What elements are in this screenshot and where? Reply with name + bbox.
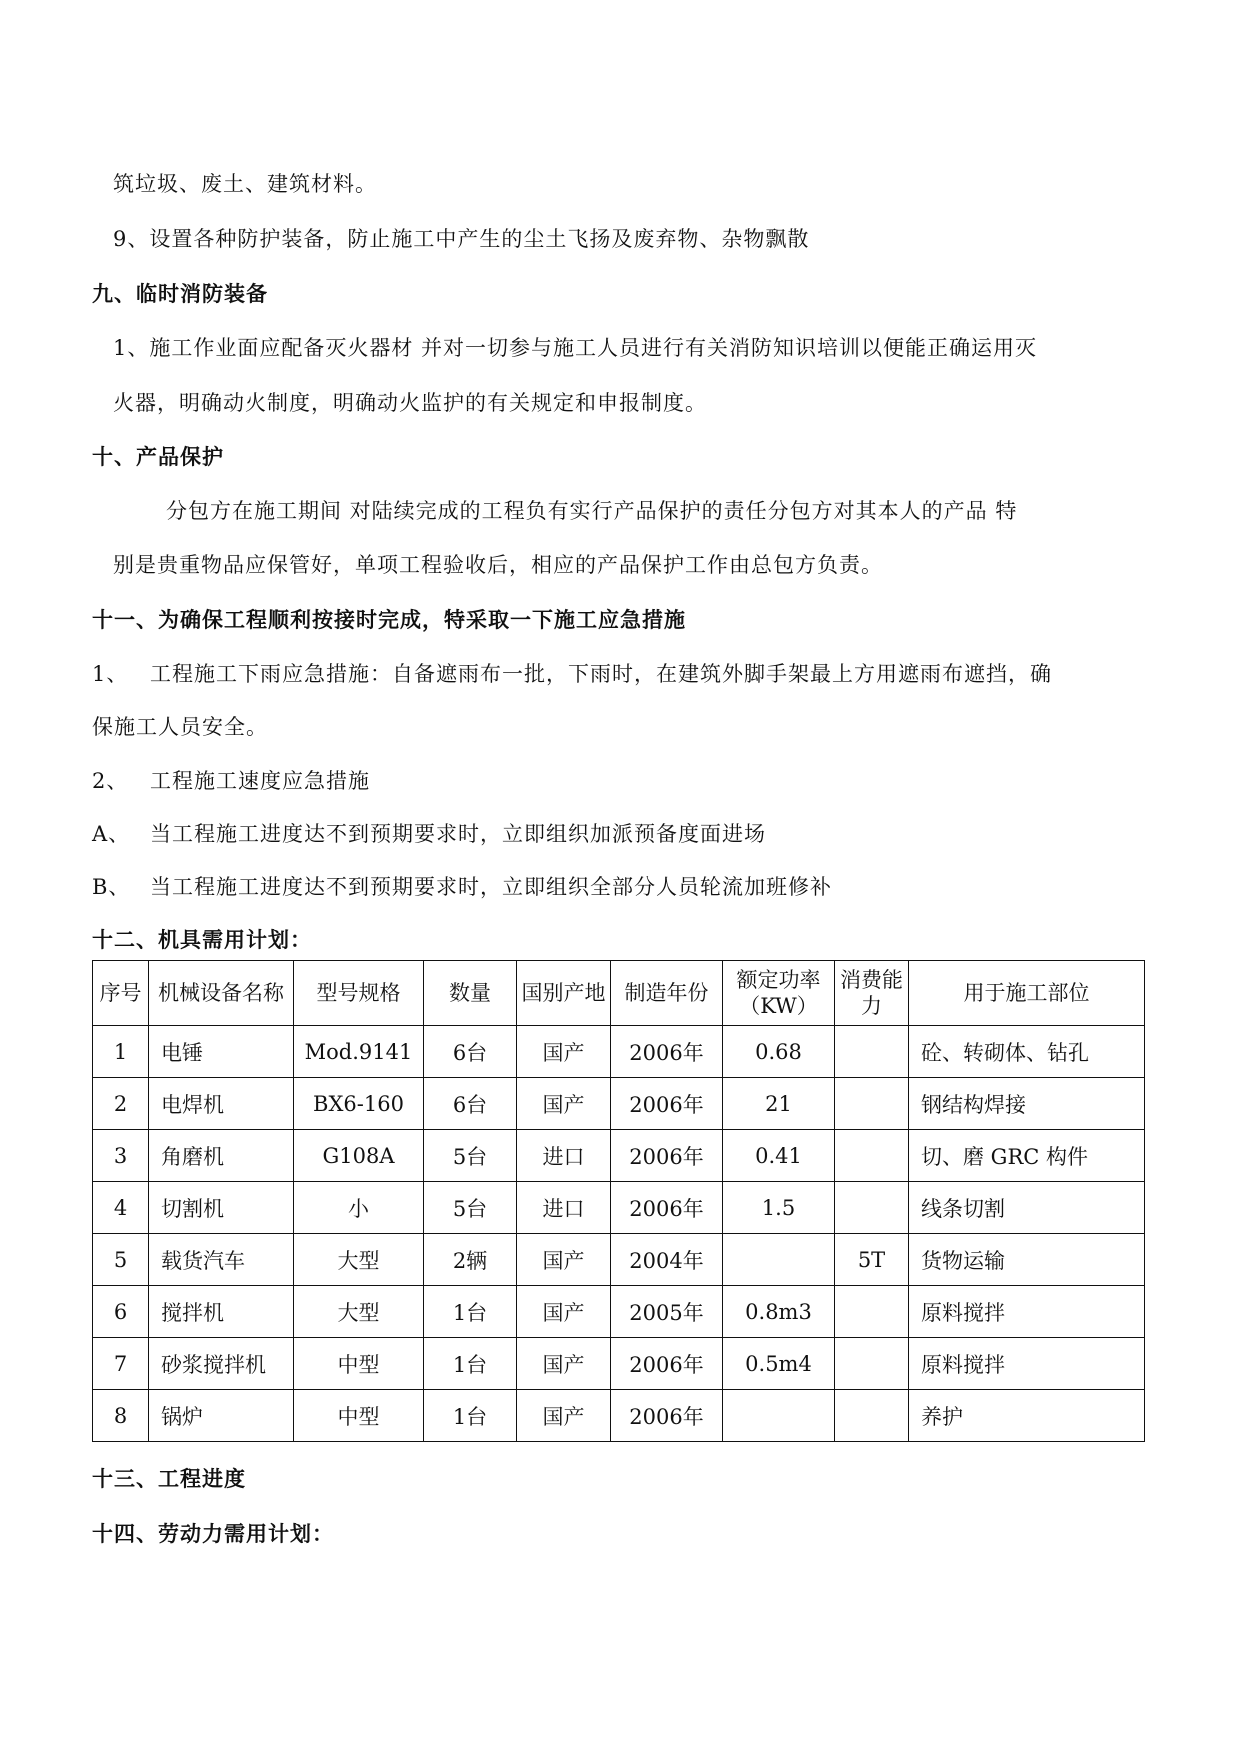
table-cell: 2006年	[611, 1026, 723, 1078]
list-marker: B、	[92, 875, 131, 899]
table-row	[93, 1234, 1145, 1286]
table-cell: 进口	[517, 1130, 611, 1182]
table-cell: 中型	[294, 1338, 424, 1390]
paragraph-line: 别是贵重物品应保管好，单项工程验收后，相应的产品保护工作由总包方负责。	[113, 553, 883, 577]
section-heading: 十、产品保护	[92, 445, 224, 469]
table-cell: 2006年	[611, 1390, 723, 1442]
table-cell: 角磨机	[149, 1130, 294, 1182]
table-cell: 国产	[517, 1286, 611, 1338]
table-cell: 货物运输	[909, 1234, 1145, 1286]
section-heading: 十四、劳动力需用计划：	[92, 1522, 334, 1546]
header-cell: 机械设备名称	[149, 961, 294, 1026]
table-cell	[723, 1234, 835, 1286]
table-cell: 养护	[909, 1390, 1145, 1442]
paragraph-line: 当工程施工进度达不到预期要求时，立即组织加派预备度面进场	[150, 822, 766, 846]
table-cell: 2004年	[611, 1234, 723, 1286]
table-cell: 5台	[424, 1130, 517, 1182]
paragraph-line: 火器，明确动火制度，明确动火监护的有关规定和申报制度。	[113, 391, 707, 415]
table-cell: 钢结构焊接	[909, 1078, 1145, 1130]
table-cell	[835, 1338, 909, 1390]
table-cell: 原料搅拌	[909, 1338, 1145, 1390]
table-row	[93, 1026, 1145, 1078]
list-marker: A、	[92, 822, 131, 846]
header-cell: 数量	[424, 961, 517, 1026]
table-cell: 0.8m3	[723, 1286, 835, 1338]
table-cell: 5台	[424, 1182, 517, 1234]
paragraph-line: 筑垃圾、废土、建筑材料。	[113, 172, 377, 196]
table-cell: 搅拌机	[149, 1286, 294, 1338]
table-cell: 载货汽车	[149, 1234, 294, 1286]
table-cell: 0.41	[723, 1130, 835, 1182]
table-header-row	[93, 961, 1145, 1026]
table-cell	[835, 1026, 909, 1078]
table-cell: 小	[294, 1182, 424, 1234]
table-cell: 6	[93, 1286, 149, 1338]
paragraph-line: 工程施工下雨应急措施：自备遮雨布一批，下雨时，在建筑外脚手架最上方用遮雨布遮挡，确	[150, 662, 1052, 686]
header-cell: 额定功率（KW）	[723, 961, 835, 1026]
section-heading: 十二、机具需用计划：	[92, 928, 312, 952]
table-cell	[835, 1078, 909, 1130]
table-cell: 7	[93, 1338, 149, 1390]
section-heading: 九、临时消防装备	[92, 282, 268, 306]
table-cell: 1台	[424, 1390, 517, 1442]
table-cell: 线条切割	[909, 1182, 1145, 1234]
table-row	[93, 1130, 1145, 1182]
list-marker: 2、	[92, 769, 129, 793]
table-row	[93, 1338, 1145, 1390]
table-cell	[835, 1390, 909, 1442]
table-cell	[723, 1390, 835, 1442]
table-cell: 国产	[517, 1234, 611, 1286]
header-cell: 制造年份	[611, 961, 723, 1026]
table-row	[93, 1286, 1145, 1338]
section-heading: 十一、为确保工程顺利按接时完成，特采取一下施工应急措施	[92, 608, 686, 632]
table-cell: 电焊机	[149, 1078, 294, 1130]
table-cell: 8	[93, 1390, 149, 1442]
table-cell: 5	[93, 1234, 149, 1286]
table-cell: 电锤	[149, 1026, 294, 1078]
paragraph-line: 工程施工速度应急措施	[150, 769, 370, 793]
table-cell: 5T	[835, 1234, 909, 1286]
table-cell: 4	[93, 1182, 149, 1234]
table-cell: 砂浆搅拌机	[149, 1338, 294, 1390]
paragraph-line: 当工程施工进度达不到预期要求时，立即组织全部分人员轮流加班修补	[150, 875, 832, 899]
table-cell: 国产	[517, 1390, 611, 1442]
table-cell: 国产	[517, 1338, 611, 1390]
table-cell	[835, 1286, 909, 1338]
table-cell: 3	[93, 1130, 149, 1182]
table-cell: 中型	[294, 1390, 424, 1442]
table-cell: 2005年	[611, 1286, 723, 1338]
table-cell: 原料搅拌	[909, 1286, 1145, 1338]
table-cell: BX6-160	[294, 1078, 424, 1130]
table-cell: 砼、转砌体、钻孔	[909, 1026, 1145, 1078]
table-cell: 1	[93, 1026, 149, 1078]
table-cell: 1台	[424, 1286, 517, 1338]
table-cell: 6台	[424, 1026, 517, 1078]
table-cell: 1.5	[723, 1182, 835, 1234]
table-cell	[835, 1182, 909, 1234]
table-cell: 0.5m4	[723, 1338, 835, 1390]
table-cell: 6台	[424, 1078, 517, 1130]
table-cell: 2006年	[611, 1130, 723, 1182]
table-cell	[835, 1130, 909, 1182]
header-cell: 用于施工部位	[909, 961, 1145, 1026]
table-cell: 锅炉	[149, 1390, 294, 1442]
table-cell: 1台	[424, 1338, 517, 1390]
table-cell: 21	[723, 1078, 835, 1130]
table-row	[93, 1078, 1145, 1130]
header-cell: 序号	[93, 961, 149, 1026]
header-cell: 型号规格	[294, 961, 424, 1026]
table-cell: 0.68	[723, 1026, 835, 1078]
table-cell: 切割机	[149, 1182, 294, 1234]
paragraph-line: 1、施工作业面应配备灭火器材 并对一切参与施工人员进行有关消防知识培训以便能正确运用灭	[113, 336, 1038, 360]
table-cell: 国产	[517, 1078, 611, 1130]
table-row	[93, 1182, 1145, 1234]
paragraph-line: 分包方在施工期间 对陆续完成的工程负有实行产品保护的责任分包方对其本人的产品 特	[166, 499, 1018, 523]
table-cell: 进口	[517, 1182, 611, 1234]
table-cell: 2	[93, 1078, 149, 1130]
header-cell: 国别产地	[517, 961, 611, 1026]
table-cell: 2辆	[424, 1234, 517, 1286]
section-heading: 十三、工程进度	[92, 1467, 246, 1491]
table-row	[93, 1390, 1145, 1442]
list-marker: 1、	[92, 662, 129, 686]
table-cell: G108A	[294, 1130, 424, 1182]
equipment-table	[92, 960, 1145, 1442]
table-cell: 2006年	[611, 1338, 723, 1390]
table-cell: 2006年	[611, 1078, 723, 1130]
header-cell: 消费能力	[835, 961, 909, 1026]
paragraph-line: 9、设置各种防护装备，防止施工中产生的尘土飞扬及废弃物、杂物飘散	[113, 227, 810, 251]
paragraph-line: 保施工人员安全。	[92, 715, 268, 739]
table-cell: 切、磨 GRC 构件	[909, 1130, 1145, 1182]
table-cell: 国产	[517, 1026, 611, 1078]
table-cell: 2006年	[611, 1182, 723, 1234]
table-cell: 大型	[294, 1286, 424, 1338]
table-cell: Mod.9141	[294, 1026, 424, 1078]
table-cell: 大型	[294, 1234, 424, 1286]
